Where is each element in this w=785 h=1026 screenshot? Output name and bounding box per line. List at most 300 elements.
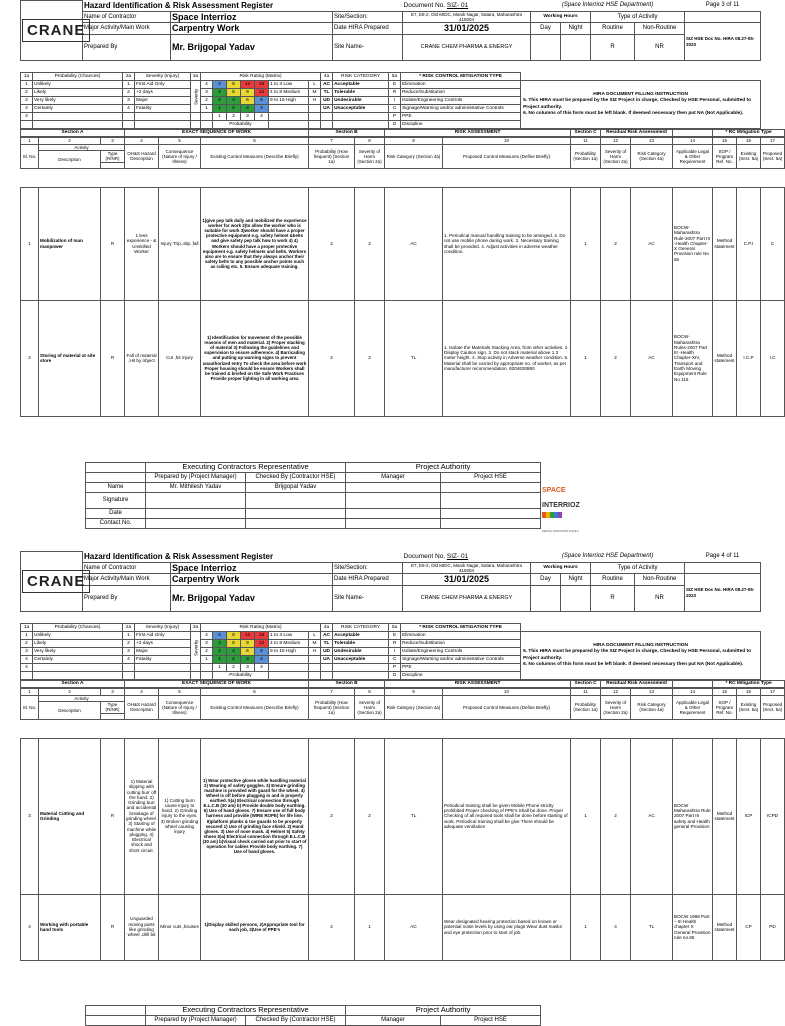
day-label: Day <box>531 574 561 585</box>
cell-desc: Working with portable hand tools <box>39 894 101 960</box>
matrix-cell: 12 <box>255 640 269 648</box>
column-headers <box>20 688 785 720</box>
crane-logo-cell <box>21 552 86 612</box>
column-number: 3 <box>101 138 125 145</box>
project-hse-label: Project HSE <box>441 473 541 483</box>
matrix-cell: 4 <box>255 656 269 664</box>
cell-cat: TL <box>385 738 443 894</box>
cell-prop: C <box>761 187 785 300</box>
activity-name: Carpentry Work <box>171 574 333 585</box>
hira-sheet-page-3 <box>20 0 783 417</box>
cell-prob2: 1 <box>571 300 601 416</box>
col-proposed-type: Proposed (Sect. 5a) <box>761 145 785 169</box>
matrix-row-label: 3 <box>201 89 213 97</box>
prepared-by-name: Mr. Brijgopal Yadav <box>171 585 333 611</box>
project-authority-heading: Project Authority <box>346 1006 541 1016</box>
legend-4a: 4a <box>321 73 333 81</box>
probability-axis-label: Probability <box>213 672 269 680</box>
probability-item: Very likely <box>33 648 123 656</box>
cell-exist: ICP <box>737 738 761 894</box>
risk-band-code: L <box>309 632 321 640</box>
col-risk-category: Risk Category (Section 4a) <box>385 145 443 169</box>
legend-2a: 2a <box>123 624 135 632</box>
residual-risk-label: Residual Risk Assessment <box>601 130 673 137</box>
routine-label: Routine <box>591 23 635 34</box>
checked-by-hse: Checked By (Contractor HSE) <box>246 473 346 483</box>
matrix-row-label: 2 <box>201 97 213 105</box>
severity-item: Fatality <box>135 656 191 664</box>
section-b: Section B <box>309 681 385 688</box>
legend-5a: 5a <box>389 73 401 81</box>
cell-ecm: 1) Wear protective gloves while handling material 2) Wearing of safety goggles. 3) Ensure grinding machine is provided with guard for the wheel. 4) Wheel is off before plugging in and is properly earthed. 5)a) Electrical connection through E.L.C.B (30 am) b) Provide double body earthing. 6) Use of hand gloves. 7) Ensure use of full body harness and provide (WIRE ROPE) for life line. 8)platform planks & toe guards to be properly secured 1) Use of grinding face shield. 2) Hand gloves. 3) Use of nose mask. 4) Helmet 5) Safety shoes 6)a) Electrical connection through E.L.C.B (30 am) b)Visual check carried out prior to start of operation for cables Provide body earthing. 7) Use of hand gloves. <box>201 738 309 894</box>
day-label: Day <box>531 23 561 34</box>
matrix-cell: 4 <box>227 648 241 656</box>
project-authority-heading: Project Authority <box>346 463 541 473</box>
matrix-cell: 1 <box>213 656 227 664</box>
col-sl-no: Sl. No. <box>21 696 39 720</box>
hazard-table <box>20 738 785 961</box>
risk-band: 9 to 16 High <box>269 97 309 105</box>
matrix-cell: 12 <box>241 81 255 89</box>
severity-axis-label: Severity <box>191 81 201 113</box>
control-type-name: Isolate/Engineering Controls <box>401 648 521 656</box>
checked-by-hse: Checked By (Contractor HSE) <box>246 1016 346 1026</box>
cell-prob2: 1 <box>571 894 601 960</box>
matrix-cell: 2 <box>213 648 227 656</box>
cell-prob2: 1 <box>571 738 601 894</box>
prepared-by-pm: Prepared by (Project Manager) <box>146 1016 246 1026</box>
cell-ecm: 1) Identification for movement of the possible reasons of men and material. 2) Proper stacking of material 3) Following the guidelines and supervision to ensure adherence. 4) Barricading and putting up warning signs to prevent unauthorized entry To check the area before work Proper housing should be ensure Workers shall be trained & briefed on the Safe Work Practices Provide proper lighting in all working area <box>201 300 309 416</box>
risk-category-name: Undesirable <box>333 97 389 105</box>
severity-header: Severity (Injury) <box>135 624 191 632</box>
site-address: E7, E8-2, Old MIDC, Manik Nagar, Satara, Maharashtra 415004 <box>403 12 531 23</box>
cell-type: R <box>101 738 125 894</box>
matrix-cell: 16 <box>255 632 269 640</box>
matrix-row-label: 1 <box>201 656 213 664</box>
manager-label: Manager <box>346 473 441 483</box>
matrix-row-label: 3 <box>201 640 213 648</box>
cell-prob: 2 <box>309 187 355 300</box>
column-number: 2 <box>39 689 101 696</box>
instruction-5: 5. This HIRA must be prepared by the SIZ Project in charge, Checked by HSE Personal, submitted to Project authority. <box>523 649 752 661</box>
probability-item: Certainly <box>33 656 123 664</box>
column-number: 4 <box>125 689 159 696</box>
cell-desc: Material Cutting and Grinding <box>39 738 101 894</box>
severity-item: Major <box>135 97 191 105</box>
control-type-code: D <box>389 121 401 129</box>
matrix-cell: 4 <box>255 105 269 113</box>
cell-legal: BOCW Maharashtra Rule 2007 Part III safety and Health general Provision <box>673 738 713 894</box>
routine-label: Routine <box>591 574 635 585</box>
col-existing-controls: Existing Control Measures (Describe Briefly) <box>201 145 309 169</box>
risk-category-code: UA <box>321 105 333 113</box>
control-type-code: P <box>389 664 401 672</box>
legend-4a: 4a <box>321 624 333 632</box>
prepared-by-label: Prepared By <box>83 34 171 60</box>
control-type-name: PPE <box>401 664 521 672</box>
cell-prob: 2 <box>309 738 355 894</box>
section-c: Section C <box>571 681 601 688</box>
control-type-name: Discipline <box>401 672 521 680</box>
doc-no-label: Document No. <box>403 2 446 10</box>
matrix-cell: 6 <box>241 648 255 656</box>
register-header <box>20 0 760 72</box>
matrix-cell: 3 <box>213 640 227 648</box>
hazard-row <box>21 187 785 300</box>
column-number: 5 <box>159 689 201 696</box>
executing-contractor-heading: Executing Contractors Representative <box>146 463 346 473</box>
cell-desc: Mobilization of man manpower <box>39 187 101 300</box>
matrix-row-label: 4 <box>201 81 213 89</box>
section-a: Section A <box>21 130 125 137</box>
site-address: E7, E8-2, Old MIDC, Manik Nagar, Satara, Maharashtra 415004 <box>403 563 531 574</box>
instruction-5: 5. This HIRA must be prepared by the SIZ Project in charge, Checked by HSE Personal, submitted to Project authority. <box>523 98 752 110</box>
legend-2a: 2a <box>123 73 135 81</box>
risk-category-code: AC <box>321 632 333 640</box>
severity-item: First Aid Only <box>135 81 191 89</box>
section-b: Section B <box>309 130 385 137</box>
risk-band: 1 to 3 Low <box>269 81 309 89</box>
col-hazard: OH&S Hazard Description <box>125 145 159 169</box>
column-number: 6 <box>201 689 309 696</box>
cell-pcm: Periodical training shall be given Mobile Phone strictly prohibited Proper checking of PPE's Shall be done. Proper Checking of all required tools shall be done before starting of work. Periodical training shall be give There should be adequate ventilation <box>443 738 571 894</box>
site-name-label: Site Name- <box>333 34 403 60</box>
exact-sequence-label: EXACT SEQUENCE OF WORK <box>125 681 309 688</box>
col-type: Type (R/NR) <box>101 702 125 713</box>
risk-band: 9 to 16 High <box>269 648 309 656</box>
column-number: 11 <box>571 138 601 145</box>
col-consequence: Consequence (Nature of Injury / Illness) <box>159 696 201 720</box>
contractor-name: Space Interrioz <box>171 12 333 23</box>
matrix-cell: 6 <box>227 640 241 648</box>
column-number: 9 <box>385 138 443 145</box>
risk-band-code: H <box>309 97 321 105</box>
contractor-label: Name of Contractor <box>83 563 171 574</box>
col-consequence: Consequence (Nature of Injury / Illness) <box>159 145 201 169</box>
risk-category-name: Unacceptable <box>333 105 389 113</box>
matrix-cell: 4 <box>213 81 227 89</box>
col-description: Description <box>39 702 101 719</box>
col-activity: Activity <box>39 696 125 702</box>
cell-sev2: 4 <box>601 894 631 960</box>
page-number: Page 3 of 11 <box>705 2 740 9</box>
column-number: 1 <box>21 138 39 145</box>
site-name: CRANE CHEM PHARMA & ENERGY <box>403 585 531 611</box>
probability-item: Likely <box>33 89 123 97</box>
cell-cons: Injury Trip.,slip.,fall <box>159 187 201 300</box>
cell-haz: 1 less experience - & Unskilled Worker <box>125 187 159 300</box>
column-number: 16 <box>737 689 761 696</box>
risk-legend: 1a Probability (Chances) 2a Severity (Injury) 3a Risk Rating (Matrix) 4a RISK CATEGORY 5a * RISK CONTROL MITIGATION TYPE 1 Unlikely 1 First Aid Only Severity 4 4 8 12 16 1 to 3 Low L AC Acceptable E Elimination HIRA DOCUMENT FILLING INSTRUCTION 5. This HIRA must be prepared by the SIZ Project in charge, Checked by HSE Personal, submitted to Project authority. 6. No columns of this form must be left blank. If deemed necessary then put NA (Not Applicable). 2 Likely 2 +2 days 3 3 6 9 12 4 to 8 Medium M TL Tolerable R Reduce/Substitution 3 Very likely 3 Major 2 2 4 6 8 9 to 16 High H UD Undesirable I Isolate/Engineering Controls 4 Certainly 4 Fatality 1 1 2 3 4 UA Unacceptable C Signage/Warning and/or administrative Controls 4 1 2 3 4 P PPE Probability D Discipline <box>20 623 761 680</box>
hazard-row <box>21 300 785 416</box>
cell-sev: 2 <box>355 187 385 300</box>
cell-pcm: 1. Periodical manual handling training to be arranged. 2. Do not use mobile phone during work. 3. Necessary training shall be provided. 4. Adjust activities in adverse weather condition. <box>443 187 571 300</box>
col-sop: SOP / Program Ref. No. <box>713 696 737 720</box>
column-number: 13 <box>631 689 673 696</box>
matrix-cell: 2 <box>227 105 241 113</box>
risk-rating-header: Risk Rating (Matrix) <box>201 73 321 81</box>
risk-category-code: AC <box>321 81 333 89</box>
col-residual-probability: Probability (Section 1a) <box>571 696 601 720</box>
cell-sev2: 2 <box>601 300 631 416</box>
instructions-title: HIRA DOCUMENT FILLING INSTRUCTION <box>593 643 688 649</box>
cell-prob: 2 <box>309 894 355 960</box>
column-number: 7 <box>309 689 355 696</box>
column-number: 17 <box>761 689 785 696</box>
cell-sev: 2 <box>355 300 385 416</box>
risk-band: 4 to 8 Medium <box>269 89 309 97</box>
document-no <box>403 552 531 563</box>
col-hazard: OH&S Hazard Description <box>125 696 159 720</box>
matrix-cell: 4 <box>227 97 241 105</box>
col-proposed-controls: Proposed Control Measures (Define Briefly) <box>443 696 571 720</box>
contractor-label: Name of Contractor <box>83 12 171 23</box>
cell-type: R <box>101 300 125 416</box>
filling-instructions <box>521 81 761 129</box>
cell-pcm: 1. Isolate the Materials Stacking Area, from other activities. 2. Display Caution sign. 3. Do not stack material above 1.3 meter height. 4. Stop activity in Adverse weather condition. 5. Material shall be carried by appropriate no. of worker, as per manufacturer recommendation. 6204630860 <box>443 300 571 416</box>
column-number: 4 <box>125 138 159 145</box>
cell-cat2: TL <box>631 894 673 960</box>
prepared-by-label: Prepared By <box>83 585 171 611</box>
cell-no: 2 <box>21 300 39 416</box>
manager-label: Manager <box>346 1016 441 1026</box>
column-number: 5 <box>159 138 201 145</box>
rc-mitigation-label: * RC Mitigation Type <box>713 681 785 688</box>
column-number: 16 <box>737 138 761 145</box>
signature-label: Signature <box>86 493 146 509</box>
non-routine-mark: NR <box>635 34 685 60</box>
col-residual-probability: Probability (Section 1a) <box>571 145 601 169</box>
severity-axis-label: Severity <box>191 632 201 664</box>
cell-prob: 2 <box>309 300 355 416</box>
control-type-code: R <box>389 640 401 648</box>
hira-date: 31/01/2025 <box>403 23 531 34</box>
col-sl-no: Sl. No. <box>21 145 39 169</box>
col-type: Type (R/NR) <box>101 151 125 162</box>
date-label: Date <box>86 509 146 519</box>
risk-category-code: TL <box>321 640 333 648</box>
non-routine-mark: NR <box>635 585 685 611</box>
matrix-cell: 12 <box>255 89 269 97</box>
risk-category-code: UA <box>321 656 333 664</box>
non-routine-label: Non-Routine <box>635 574 685 585</box>
severity-item: +2 days <box>135 89 191 97</box>
cell-sev: 2 <box>355 738 385 894</box>
cell-sop: Method statement <box>713 187 737 300</box>
cell-no: 3 <box>21 738 39 894</box>
section-header <box>20 129 785 137</box>
night-label: Night <box>561 23 591 34</box>
column-number: 15 <box>713 689 737 696</box>
prepared-by-pm: Prepared by (Project Manager) <box>146 473 246 483</box>
document-no <box>403 1 531 12</box>
hazard-table <box>20 187 785 417</box>
cell-pcm: Wear designated hearing protection based on known or potential noise levels by using ear plugs Wear dust masks and eye protection prior to start of job. <box>443 894 571 960</box>
matrix-cell: 9 <box>241 89 255 97</box>
column-number: 12 <box>601 689 631 696</box>
hse-department: (Space Interrioz HSE Department) <box>561 2 654 9</box>
contractor-name: Space Interrioz <box>171 563 333 574</box>
col-probability: Probability (How frequent) (Section 1a) <box>309 696 355 720</box>
col-activity: Activity <box>39 145 125 151</box>
cell-desc: Storing of material at site store <box>39 300 101 416</box>
severity-header: Severity (Injury) <box>135 73 191 81</box>
probability-axis-label: Probability <box>213 121 269 129</box>
siz-doc-number: SIZ HSE Doc No. HIRA 08.27-05-2023 <box>685 23 761 60</box>
doc-no-value: SIZ- 01 <box>446 2 469 10</box>
matrix-row-label: 2 <box>201 648 213 656</box>
control-type-code: P <box>389 113 401 121</box>
type-of-activity-label: Type of Activity <box>591 12 685 23</box>
risk-category-name: Tolerable <box>333 640 389 648</box>
col-legal: Applicable Legal & Other Requirement <box>673 145 713 169</box>
col-probability: Probability (How frequent) (Section 1a) <box>309 145 355 169</box>
cell-haz: Unguarded moving parts like grinding wheel ,drill bit <box>125 894 159 960</box>
site-section-label: Site/Section: <box>333 12 403 23</box>
risk-band: 4 to 8 Medium <box>269 640 309 648</box>
column-number: 6 <box>201 138 309 145</box>
site-name-label: Site Name- <box>333 585 403 611</box>
cell-cat: AC <box>385 187 443 300</box>
matrix-cell: 2 <box>213 97 227 105</box>
risk-band-code: H <box>309 648 321 656</box>
project-hse-label: Project HSE <box>441 1016 541 1026</box>
routine-mark: R <box>591 34 635 60</box>
risk-category-name: Tolerable <box>333 89 389 97</box>
control-type-name: PPE <box>401 113 521 121</box>
legend-5a: 5a <box>389 624 401 632</box>
type-of-activity-label: Type of Activity <box>591 563 685 574</box>
risk-category-name: Acceptable <box>333 81 389 89</box>
column-headers <box>20 137 785 169</box>
severity-item: +2 days <box>135 640 191 648</box>
cell-prop: PD <box>761 894 785 960</box>
cell-type: R <box>101 187 125 300</box>
risk-band: 1 to 3 Low <box>269 632 309 640</box>
cell-prop: ICPD <box>761 738 785 894</box>
working-hours-label: Working Hours <box>531 12 591 23</box>
matrix-cell: 2 <box>227 656 241 664</box>
risk-category-name: Unacceptable <box>333 656 389 664</box>
col-proposed-type: Proposed (Sect. 5a) <box>761 696 785 720</box>
cell-no: 1 <box>21 187 39 300</box>
col-proposed-controls: Proposed Control Measures (Define Briefly) <box>443 145 571 169</box>
hira-date: 31/01/2025 <box>403 574 531 585</box>
register-header <box>20 551 760 623</box>
control-type-name: Elimination <box>401 81 521 89</box>
matrix-row-label: 1 <box>201 105 213 113</box>
control-type-name: Elimination <box>401 632 521 640</box>
column-number: 8 <box>355 689 385 696</box>
cell-cons: 1) Cutting burn cause injury to hand. 2) Grinding injury to the eyes. 3) Broken grinding wheel causing injury <box>159 738 201 894</box>
matrix-cell: 8 <box>227 81 241 89</box>
hse-department: (Space Interrioz HSE Department) <box>561 553 654 560</box>
probability-item: Very likely <box>33 97 123 105</box>
logo-text-interrioz: INTERRIOZ <box>542 502 580 509</box>
column-number: 15 <box>713 138 737 145</box>
matrix-cell: 16 <box>255 81 269 89</box>
hse-name: Brijgopal Yadav <box>246 483 346 493</box>
column-number: 3 <box>101 689 125 696</box>
cell-exist: C.P.I <box>737 187 761 300</box>
cell-sop: Method statement <box>713 300 737 416</box>
control-type-code: I <box>389 97 401 105</box>
legend-1a: 1a <box>21 624 33 632</box>
risk-assessment-label: RISK ASSESSMENT <box>385 130 571 137</box>
cell-haz: 1) Material slipping with cutting burr off the hand. 2) Grinding burr and accidental breakage of grinding wheel. 3) Starting of machine while plugging. 4) Electrical shock and short circuit. <box>125 738 159 894</box>
risk-rating-header: Risk Rating (Matrix) <box>201 624 321 632</box>
cell-cat2: AC <box>631 187 673 300</box>
column-number: 14 <box>673 138 713 145</box>
risk-category-code: UD <box>321 648 333 656</box>
column-number: 1 <box>21 689 39 696</box>
cell-haz: Fall of material ,Hit by object <box>125 300 159 416</box>
cell-cons: Cut ,hit injury <box>159 300 201 416</box>
routine-mark: R <box>591 585 635 611</box>
column-number: 9 <box>385 689 443 696</box>
column-number: 14 <box>673 689 713 696</box>
matrix-cell: 6 <box>241 97 255 105</box>
col-description: Description <box>39 151 101 168</box>
activity-label: Major Activity/Main Work <box>83 23 171 34</box>
column-number: 2 <box>39 138 101 145</box>
cell-exist: CP <box>737 894 761 960</box>
column-number: 13 <box>631 138 673 145</box>
executing-contractor-heading: Executing Contractors Representative <box>146 1006 346 1016</box>
cell-cat: TL <box>385 300 443 416</box>
control-type-name: Isolate/Engineering Controls <box>401 97 521 105</box>
instructions-title: HIRA DOCUMENT FILLING INSTRUCTION <box>593 92 688 98</box>
cell-exist: I.C.P <box>737 300 761 416</box>
crane-logo: CRANE <box>22 570 90 593</box>
cell-sev2: 2 <box>601 738 631 894</box>
cell-cons: Minor cuts ,bruises <box>159 894 201 960</box>
column-number: 12 <box>601 138 631 145</box>
cell-no: 4 <box>21 894 39 960</box>
col-existing-controls: Existing Control Measures (Describe Briefly) <box>201 696 309 720</box>
control-type-code: D <box>389 672 401 680</box>
column-number: 8 <box>355 138 385 145</box>
control-type-code: E <box>389 81 401 89</box>
col-risk-category: Risk Category (Section 4a) <box>385 696 443 720</box>
signoff-table <box>85 462 540 529</box>
control-type-code: I <box>389 648 401 656</box>
cell-legal: BOCW 1998 Part – III Health chapter X General Provision rule no.65 <box>673 894 713 960</box>
col-residual-severity: Severity of Harm (Section 2a) <box>601 696 631 720</box>
probability-header: Probability (Chances) <box>33 73 123 81</box>
risk-band-code: M <box>309 89 321 97</box>
column-number: 10 <box>443 689 571 696</box>
activity-label: Major Activity/Main Work <box>83 574 171 585</box>
logo-tagline: DESIGN, INNOVATION & BUILD <box>542 530 579 533</box>
control-type-name: Signage/Warning and/or administrative Controls <box>401 105 521 113</box>
cell-prop: I.C <box>761 300 785 416</box>
col-residual-category: Risk Category (Section 4a) <box>631 696 673 720</box>
instruction-6: 6. No columns of this form must be left blank. If deemed necessary then put NA (Not Applicable). <box>523 110 744 116</box>
control-type-header: * RISK CONTROL MITIGATION TYPE <box>401 73 521 81</box>
matrix-cell: 3 <box>241 656 255 664</box>
col-existing-type: Existing (Sect. 5a) <box>737 145 761 169</box>
col-existing-type: Existing (Sect. 5a) <box>737 696 761 720</box>
section-header <box>20 680 785 688</box>
risk-category-code: TL <box>321 89 333 97</box>
probability-item: Unlikely <box>33 81 123 89</box>
pm-name: Mr. Mithilesh Yadav <box>146 483 246 493</box>
space-interrioz-logo <box>542 487 602 533</box>
cell-cat: AC <box>385 894 443 960</box>
matrix-cell: 3 <box>241 105 255 113</box>
siz-doc-number: SIZ HSE Doc No. HIRA 08.27-05-2023 <box>685 574 761 611</box>
